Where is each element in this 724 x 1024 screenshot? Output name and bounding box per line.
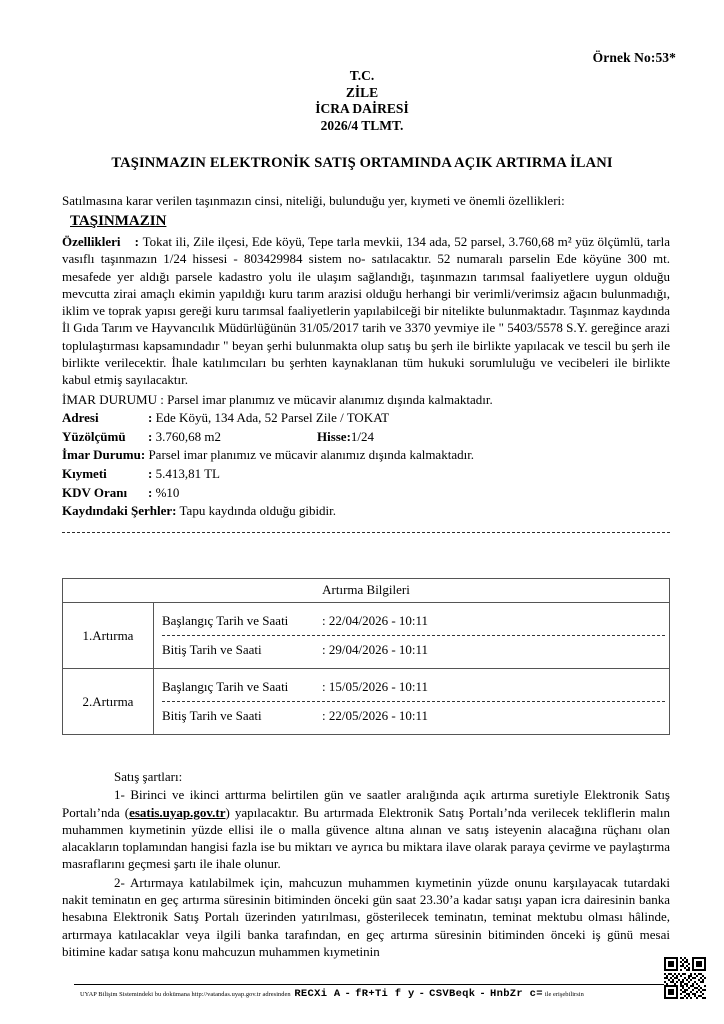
verification-code-sep-2: - xyxy=(418,988,426,1000)
detail-row-yuzolcumu xyxy=(62,428,670,447)
auction-round-label-1: 1.Artırma xyxy=(63,603,154,669)
detail-row-adresi xyxy=(62,409,670,428)
property-description-label: Özellikleri xyxy=(62,234,121,249)
page-title: TAŞINMAZIN ELEKTRONİK SATIŞ ORTAMINDA AÇIK ARTIRMA İLANI xyxy=(111,155,613,171)
detail-label-hisse: Hisse: xyxy=(316,428,351,444)
verification-code-sep-3: - xyxy=(479,988,486,1000)
detail-sep-yuzolcumu: : xyxy=(148,428,153,444)
sample-number: Örnek No:53* xyxy=(592,50,676,65)
section-divider xyxy=(62,532,670,533)
zoning-status-line: İMAR DURUMU : Parsel imar planımız ve mücavir alanımız dışında kalmaktadır. xyxy=(62,391,493,407)
detail-row-kiymeti xyxy=(62,465,670,484)
detail-label-serhler: Kaydındaki Şerhler: xyxy=(62,503,177,519)
detail-sep-adresi: : xyxy=(148,410,153,426)
esatis-portal-link[interactable]: esatis.uyap.gov.tr xyxy=(129,804,226,820)
office-line-country: T.C. xyxy=(349,68,375,83)
detail-sep-kiymeti: : xyxy=(148,466,153,482)
property-description-text: Tokat ili, Zile ilçesi, Ede köyü, Tepe tarla mevkii, 134 ada, 52 parsel, 3.760,68 m² yüz ölçümlü, tarla vasıflı taşınmazın 1/24 hissesi - 803429984 sistem no- satılacaktır. 52 numaralı parselin Ede köyüne 300 mt. mesafede yer aldığı parsele kadastro yolu ile ulaşım sağlandığı, taşınmazın tarımsal faaliyetlere uygun olduğu mevcutta zirai amaçlı ekimin yapıldığı kuru tarım arazisi olduğu herhangi bir verimli/verimsiz ağacın bulunmadığı, iklim ve toprak yapısı gereği kuru tarımsal faaliyetlerin yapılabilceği bir nitelikte bulunmaktadır. Taşınmaz kaydında İl Gıda Tarım ve Hayvancılık Müdürlüğünün 31/05/2017 tarih ve 3370 yevmiye ile " 5403/5578 S.Y. gereğince arazi toplulaştırması kapsamındadır " beyan şerhi bulunmakta olup satış bu şerh ile birlikte yapılacak ve tescil bu şerh ile birlikte verilecektir. İhale katılımcıları bu şerhten kaynaklanan tüm hukuki sorumluluğu ve vecibeleri ile birlikte kabul etmiş sayılacaktır. xyxy=(62,234,670,388)
detail-value-adresi: Ede Köyü, 134 Ada, 52 Parsel Zile / TOKAT xyxy=(155,410,390,426)
table-row xyxy=(63,603,670,669)
section-heading: TAŞINMAZIN xyxy=(70,213,167,229)
verification-code-part-2: fR+Ti f y xyxy=(355,988,415,1000)
sale-conditions-heading: Satış şartları: xyxy=(114,769,183,784)
detail-value-imar-durumu: Parsel imar planımız ve mücavir alanımız dışında kalmaktadır. xyxy=(148,447,475,463)
detail-value-kiymeti: 5.413,81 TL xyxy=(155,466,220,482)
auction-end-value-1: : 29/04/2026 - 10:11 xyxy=(322,642,429,657)
footer-suffix: ile erişebilirsin xyxy=(544,991,584,998)
auction-end-value-2: : 22/05/2026 - 10:11 xyxy=(322,708,429,723)
auction-start-label-1: Başlangıç Tarih ve Saati xyxy=(162,613,289,628)
auction-start-2 xyxy=(162,677,669,697)
detail-sep-kdv-orani: : xyxy=(148,484,153,500)
auction-info-table xyxy=(62,578,670,735)
table-caption: Artırma Bilgileri xyxy=(63,579,670,603)
sale-condition-item-2: 2- Artırmaya katılabilmek için, mahcuzun muhammen kıymetinin yüzde onunu karşılayacak tutardaki nakit teminatın en geç artırma süresinin bitiminden önceki gün saat 23.30’a kadar satışı yapan icra dairesinin banka hesabına Elektronik Satış Portalı üzerinden yatırılması, gösterilecek teminatın, teminat mektubu olması hâlinde, artırmaya katılacaklar veya ilgili banka tarafından, en geç artırma süresinin bitiminden önceki iş günü mesai bitimine kadar satışa konu mahcuzun muhammen kıymetinin xyxy=(62,874,670,959)
auction-end-1 xyxy=(162,640,669,660)
detail-label-kiymeti: Kıymeti xyxy=(62,466,107,482)
qr-code-icon xyxy=(664,957,706,999)
auction-start-value-2: : 15/05/2026 - 10:11 xyxy=(322,679,429,694)
office-header xyxy=(0,0,724,134)
footer-divider xyxy=(74,984,672,985)
property-description xyxy=(62,233,670,389)
detail-value-kdv-orani: %10 xyxy=(155,484,180,500)
condition-1-prefix: 1- Birinci ve ikinci arttırma belirtilen gün ve saatler aralığında açık artırma suretiyle Elektronik Satış Portalı’nda ( xyxy=(62,787,670,820)
table-caption-row xyxy=(63,579,670,603)
section-heading-row xyxy=(62,211,670,233)
detail-row-imar-durumu xyxy=(62,446,670,465)
detail-value-hisse: 1/24 xyxy=(350,428,375,444)
verification-code-part-1: RECXi A xyxy=(294,988,341,1000)
auction-times-2 xyxy=(154,669,670,735)
auction-end-2 xyxy=(162,706,669,726)
detail-value-yuzolcumu: 3.760,68 m2 xyxy=(155,428,221,444)
verification-code-part-3: CSVBeqk xyxy=(429,988,476,1000)
auction-end-label-2: Bitiş Tarih ve Saati xyxy=(162,708,262,723)
auction-end-label-1: Bitiş Tarih ve Saati xyxy=(162,642,262,657)
row-inner-divider xyxy=(162,701,665,702)
detail-label-imar-durumu: İmar Durumu: xyxy=(62,447,146,463)
row-inner-divider xyxy=(162,635,665,636)
verification-code-sep-1: - xyxy=(344,988,352,1000)
detail-label-yuzolcumu: Yüzölçümü xyxy=(62,428,126,444)
sale-conditions xyxy=(62,768,670,960)
body-block xyxy=(62,192,670,533)
auction-times-1 xyxy=(154,603,670,669)
lead-text: Satılmasına karar verilen taşınmazın cinsi, niteliği, bulunduğu yer, kıymeti ve önemli özellikleri: xyxy=(62,193,565,208)
detail-value-serhler: Tapu kaydında olduğu gibidir. xyxy=(179,503,337,519)
office-line-city: ZİLE xyxy=(345,84,379,100)
office-line-case-number: 2026/4 TLMT. xyxy=(320,117,404,133)
condition-1-suffix: ) yapılacaktır. Bu artırmada Elektronik Satış Portalı’nda verilecek tekliflerin malın muhammen kıymetinin yüzde ellisi ile o malla güvence altına alınan ve satış isteyenin alacağına rüçhanı olan alacakların toplamından hangisi fazla ise bu miktarı ve ayrıca bu miktara ilave olarak paraya çevirme ve paylaştırma masraflarını geçmesi şartı ile ihale olunur. xyxy=(62,804,670,872)
auction-start-1 xyxy=(162,611,669,631)
detail-label-adresi: Adresi xyxy=(62,410,99,426)
detail-row-kdv-orani xyxy=(62,484,670,503)
property-description-separator: : xyxy=(134,234,140,249)
footer-verification-text xyxy=(80,989,672,1000)
auction-start-value-1: : 22/04/2026 - 10:11 xyxy=(322,613,429,628)
detail-label-kdv-orani: KDV Oranı xyxy=(62,484,128,500)
detail-row-serhler xyxy=(62,502,670,521)
auction-round-label-2: 2.Artırma xyxy=(63,669,154,735)
footer-prefix: UYAP Bilişim Sistemindeki bu dokümana http://vatandas.uyap.gov.tr adresinden xyxy=(80,991,291,998)
sale-condition-item-1 xyxy=(62,786,670,872)
auction-start-label-2: Başlangıç Tarih ve Saati xyxy=(162,679,289,694)
verification-code-part-4: HnbZr c= xyxy=(490,988,543,1000)
table-row xyxy=(63,669,670,735)
office-line-department: İCRA DAİRESİ xyxy=(315,101,409,116)
